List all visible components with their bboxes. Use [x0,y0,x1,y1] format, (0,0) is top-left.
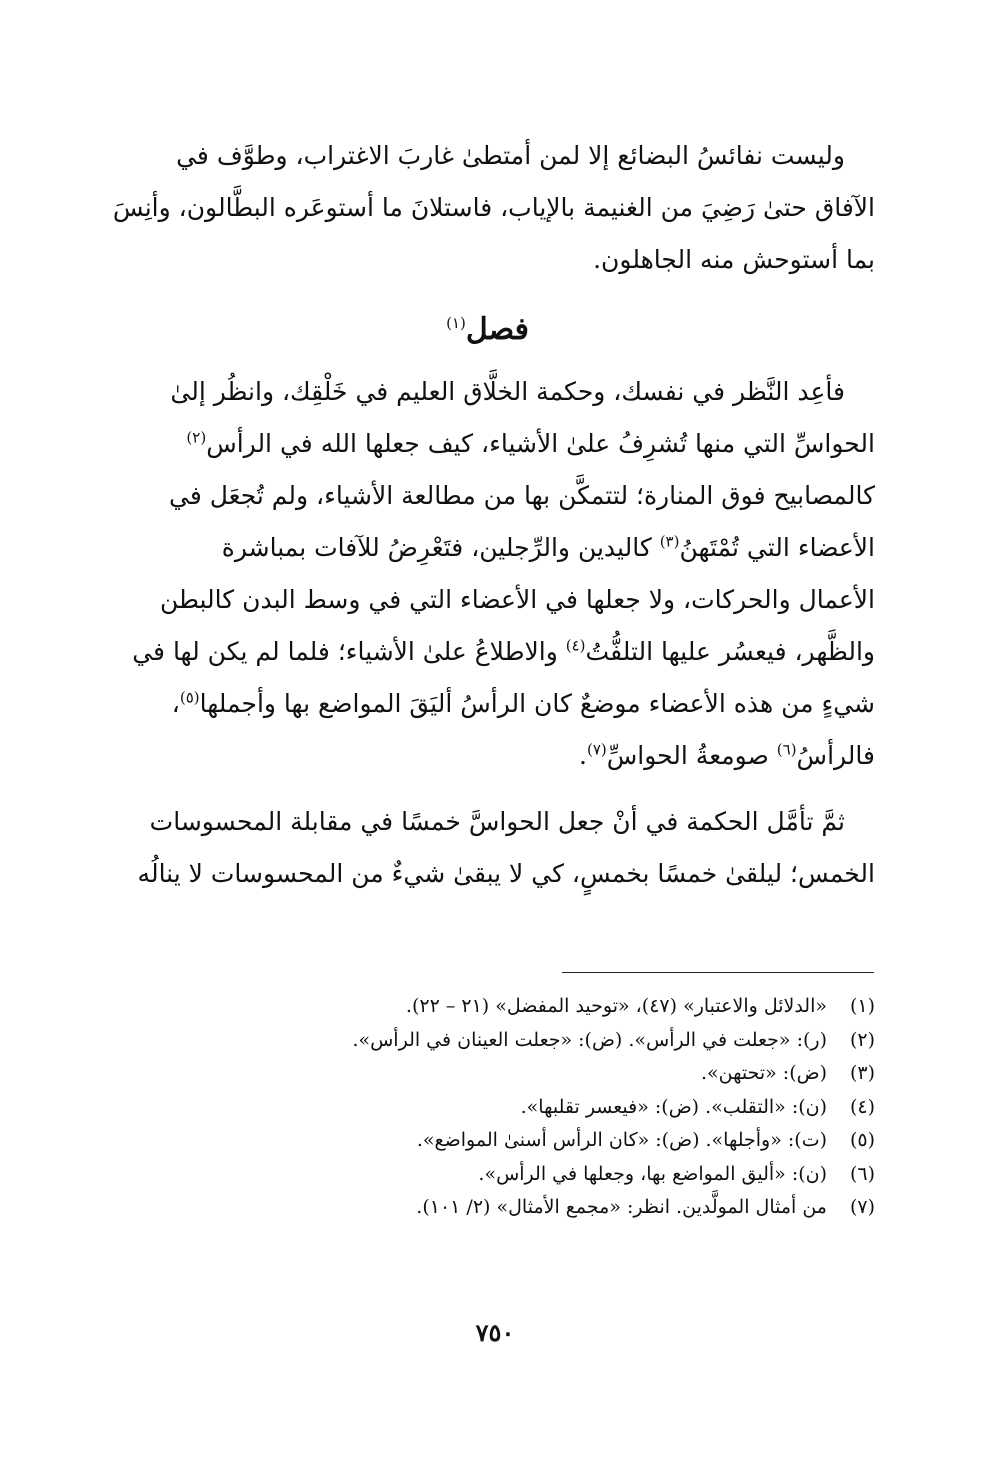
text-line: كالمصابيح فوق المنارة؛ لتتمكَّن بها من مطالعة الأشياء، ولم تُجعَل في [168,481,875,510]
paragraph-senses [100,366,875,782]
footnote-ref: (٢) [186,428,207,447]
footnote-item [100,1158,875,1192]
footnote-text: (ر): «جعلت في الرأس». (ض): «جعلت العينان في الرأس». [352,1028,827,1051]
text-run: الحواسِّ التي منها تُشرِفُ علىٰ الأشياء، كيف جعلها الله في الرأس [206,429,875,458]
text-line: الأعمال والحركات، ولا جعلها في الأعضاء التي في وسط البدن كالبطن [159,585,875,614]
paragraph-intro [100,130,875,286]
footnote-number: (٦) [849,1162,875,1185]
text-run: شيءٍ من هذه الأعضاء موضعٌ كان الرأسُ أليَقَ المواضع بها وأجملها [199,689,875,718]
paragraph-five-senses [100,796,875,900]
text-line [100,522,875,574]
footnote-text: من أمثال المولَّدين. انظر: «مجمع الأمثال» (٢/ ١٠١). [416,1196,827,1218]
footnote-number: (٢) [849,1028,875,1051]
section-heading [100,304,875,356]
text-line [100,626,875,678]
footnote-number: (٤) [849,1095,875,1118]
footnote-item [100,1124,875,1158]
text-run: صومعةُ الحواسِّ [606,741,777,770]
text-line: الخمس؛ ليلقىٰ خمسًا بخمسٍ، كي لا يبقىٰ شيءٌ من المحسوسات لا ينالُه [137,859,875,888]
footnote-number: (٣) [849,1062,875,1084]
text-line: فأعِد النَّظر في نفسك، وحكمة الخلَّاق العليم في خَلْقِك، وانظُر إلىٰ [170,377,845,406]
page-number: ٧٥٠ [475,1318,515,1347]
text-run: والظَّهر، فيعسُر عليها التلفُّتُ [585,637,875,666]
footnote-item [100,1024,875,1058]
text-line [100,730,875,782]
footnote-number: (٥) [849,1129,875,1151]
footnote-ref: (٤) [565,636,586,655]
text-line: ثمَّ تأمَّل الحكمة في أنْ جعل الحواسَّ خمسًا في مقابلة المحسوسات [149,807,845,836]
text-run: الأعضاء التي تُمْتَهنُ [679,533,875,562]
footnote-item [100,990,875,1024]
text-run: والاطلاعُ علىٰ الأشياء؛ فلما لم يكن لها في [132,637,566,666]
page-body [100,130,875,900]
footnote-number: (٧) [849,1196,875,1218]
footnote-number: (١) [849,995,875,1017]
footnote-text: (ن): «التقلب». (ض): «فيعسر تقلبها». [520,1095,827,1118]
footnote-item [100,1057,875,1091]
text-line [100,678,875,730]
footnote-text: (ن): «أليق المواضع بها، وجعلها في الرأس». [478,1162,827,1185]
text-line [100,418,875,470]
footnote-text: «الدلائل والاعتبار» (٤٧)، «توحيد المفضل» (٢١ – ٢٢). [405,995,827,1017]
footnote-ref: (٦) [776,740,797,759]
footnote-item [100,1191,875,1225]
footnote-item [100,1091,875,1125]
text-line: الآفاق حتىٰ رَضِيَ من الغنيمة بالإياب، فاستلانَ ما أستوعَره البطَّالون، وأنِسَ [112,193,875,222]
footnote-separator [562,972,874,973]
footnote-ref: (٥) [179,688,200,707]
section-title-text: فصل [465,312,529,347]
text-run: فالرأسُ [796,741,875,770]
footnote-text: (ت): «وأجلها». (ض): «كان الرأس أسنىٰ المواضع». [416,1129,827,1151]
text-line: بما أستوحش منه الجاهلون. [593,245,875,274]
footnote-ref: (٧) [587,740,607,759]
footnote-text: (ض): «تحتهن». [700,1062,827,1084]
footnotes-list [100,990,875,1225]
footnote-ref: (١) [446,314,466,332]
text-run: . [579,741,587,770]
footnote-ref: (٣) [659,532,680,551]
text-run: ، [171,689,180,718]
text-run: كاليدين والرِّجلين، فتَعْرِضُ للآفات بمباشرة [221,533,660,562]
text-line: وليست نفائسُ البضائع إلا لمن أمتطىٰ غاربَ الاغتراب، وطوَّف في [176,141,845,170]
